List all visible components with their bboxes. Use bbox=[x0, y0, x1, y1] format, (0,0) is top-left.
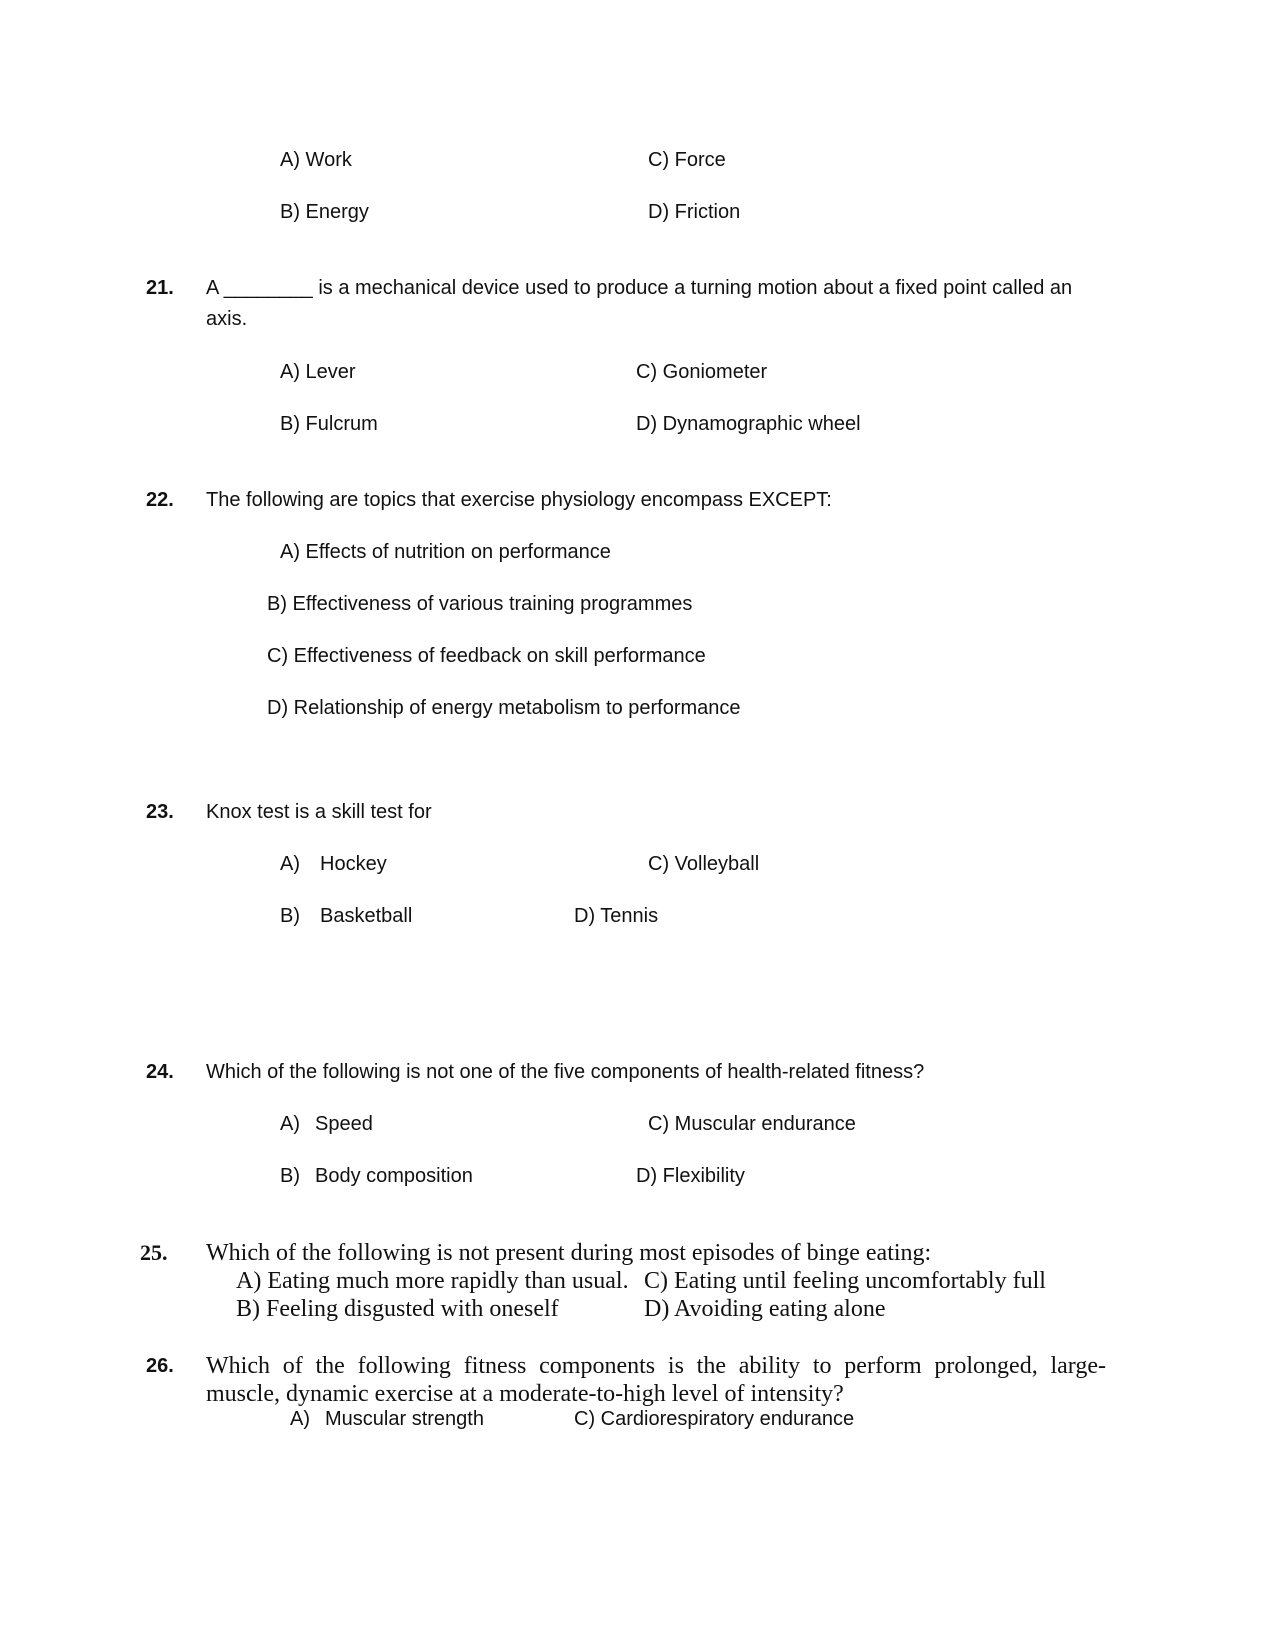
q23-text: Knox test is a skill test for bbox=[206, 801, 432, 823]
q25-option-c: C) Eating until feeling uncomfortably full bbox=[644, 1268, 1046, 1294]
q26-text-line1: Which of the following fitness components is the ability to perform prolonged, large- bbox=[206, 1353, 1106, 1379]
q20-option-a: A) Work bbox=[280, 149, 352, 171]
q20-option-b: B) Energy bbox=[280, 201, 369, 223]
q22-option-c: C) Effectiveness of feedback on skill performance bbox=[267, 645, 706, 667]
q21-option-c: C) Goniometer bbox=[636, 361, 768, 383]
q26-text-line2: muscle, dynamic exercise at a moderate-to-high level of intensity? bbox=[206, 1381, 844, 1407]
q24-option-c: C) Muscular endurance bbox=[648, 1113, 856, 1135]
q24-option-d: D) Flexibility bbox=[636, 1165, 745, 1187]
q22-option-d: D) Relationship of energy metabolism to performance bbox=[267, 697, 741, 719]
q21-option-b: B) Fulcrum bbox=[280, 413, 378, 435]
q21-number: 21. bbox=[146, 277, 174, 299]
q22-option-b: B) Effectiveness of various training programmes bbox=[267, 593, 693, 615]
q24-option-a-text: Speed bbox=[315, 1113, 373, 1135]
q23-option-d: D) Tennis bbox=[574, 905, 659, 927]
q24-option-b-text: Body composition bbox=[315, 1165, 473, 1187]
q25-option-b: B) Feeling disgusted with oneself bbox=[236, 1296, 559, 1322]
q26-option-a-text: Muscular strength bbox=[325, 1408, 484, 1430]
q25-option-d: D) Avoiding eating alone bbox=[644, 1296, 886, 1322]
q26-option-a-letter: A) bbox=[290, 1408, 310, 1430]
q21-text-line2: axis. bbox=[206, 308, 248, 330]
q22-text: The following are topics that exercise physiology encompass EXCEPT: bbox=[206, 489, 832, 511]
q20-option-d: D) Friction bbox=[648, 201, 741, 223]
q23-option-a-letter: A) bbox=[280, 853, 300, 875]
q23-option-b-text: Basketball bbox=[320, 905, 413, 927]
q21-option-d: D) Dynamographic wheel bbox=[636, 413, 861, 435]
q22-number: 22. bbox=[146, 489, 174, 511]
q24-option-a-letter: A) bbox=[280, 1113, 300, 1135]
q25-text: Which of the following is not present during most episodes of binge eating: bbox=[206, 1240, 932, 1266]
q23-number: 23. bbox=[146, 801, 174, 823]
q21-option-a: A) Lever bbox=[280, 361, 356, 383]
q22-option-a: A) Effects of nutrition on performance bbox=[280, 541, 611, 563]
q24-number: 24. bbox=[146, 1061, 174, 1083]
q25-option-a: A) Eating much more rapidly than usual. bbox=[236, 1268, 629, 1294]
q21-text-line1: A ________ is a mechanical device used to produce a turning motion about a fixed point called an bbox=[206, 277, 1073, 299]
q23-option-c: C) Volleyball bbox=[648, 853, 760, 875]
q24-option-b-letter: B) bbox=[280, 1165, 300, 1187]
q20-option-c: C) Force bbox=[648, 149, 726, 171]
q26-number: 26. bbox=[146, 1355, 174, 1377]
q25-number: 25. bbox=[140, 1240, 168, 1265]
q23-option-a-text: Hockey bbox=[320, 853, 387, 875]
q24-text: Which of the following is not one of the five components of health-related fitness? bbox=[206, 1061, 925, 1083]
q26-option-c: C) Cardiorespiratory endurance bbox=[574, 1408, 855, 1430]
q23-option-b-letter: B) bbox=[280, 905, 300, 927]
